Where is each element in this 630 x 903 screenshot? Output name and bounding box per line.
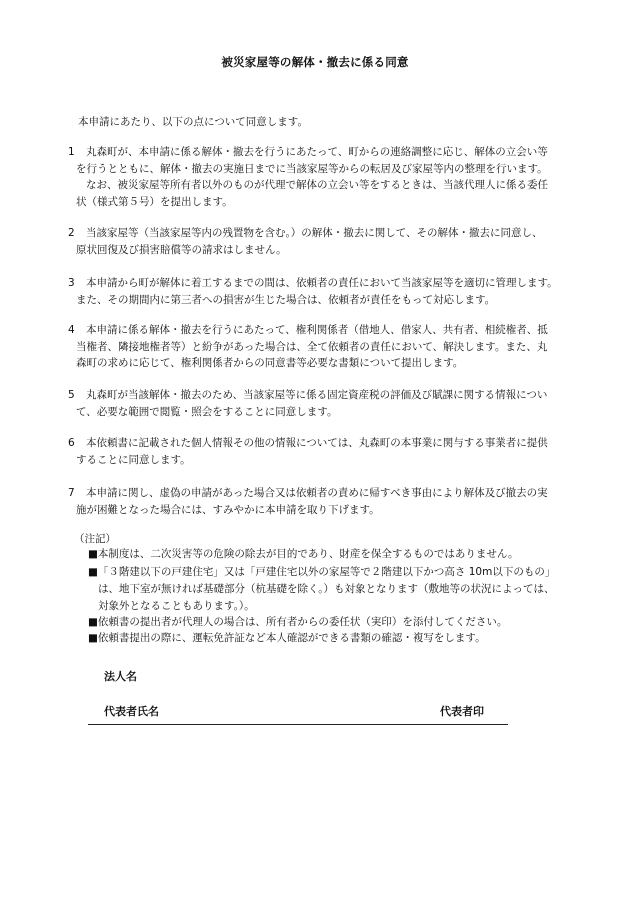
item-line: 本申請に係る解体・撤去を行うにあたって、権利関係者（借地人、借家人、共有者、相続権者、抵 <box>86 324 548 336</box>
item-number: 3 <box>68 277 75 289</box>
representative-name-label: 代表者氏名 <box>104 705 159 718</box>
item-line: 丸森町が当該解体・撤去のため、当該家屋等に係る固定資産税の評価及び賦課に関する情報につい <box>86 389 548 401</box>
consent-item-3 <box>68 275 590 308</box>
item-line: なお、被災家屋等所有者以外のものが代理で解体の立会い等をするときは、当該代理人に係る委任 <box>86 179 548 191</box>
representative-seal-label: 代表者印 <box>440 705 484 718</box>
corporation-name-label: 法人名 <box>104 670 137 683</box>
notes-heading: （注記） <box>74 533 116 545</box>
consent-item-2 <box>68 225 590 258</box>
item-line: 当該家屋等（当該家屋等内の残置物を含む。）の解体・撤去に関して、その解体・撤去に同意し、 <box>86 227 543 239</box>
note-3 <box>88 614 507 631</box>
item-number: 5 <box>68 389 75 401</box>
consent-item-5 <box>68 387 590 420</box>
consent-item-1 <box>68 144 590 210</box>
item-number: 6 <box>68 437 75 449</box>
item-line: 本申請から町が解体に着工するまでの間は、依頼者の責任において当該家屋等を適切に管理します。 <box>86 277 558 289</box>
note-line: ■本制度は、二次災害等の危険の除去が目的であり、財産を保全するものではありません。 <box>88 548 519 560</box>
consent-item-4 <box>68 322 590 372</box>
item-line: 本依頼書に記載された個人情報その他の情報については、丸森町の本事業に関与する事業者に提供 <box>86 437 548 449</box>
document-title: 被災家屋等の解体・撤去に係る同意 <box>221 55 409 69</box>
item-number: 1 <box>68 146 75 158</box>
item-line: また、その期間内に第三者への損害が生じた場合は、依頼者が責任をもって対応します。 <box>76 293 496 306</box>
item-line: て、必要な範囲で閲覧・照会をすることに同意します。 <box>76 405 338 418</box>
item-line: 丸森町が、本申請に係る解体・撤去を行うにあたって、町からの連絡調整に応じ、解体の立会い等 <box>86 146 548 158</box>
item-line: 施が困難となった場合には、すみやかに本申請を取り下げます。 <box>76 503 380 516</box>
item-line: 当権者、隣接地権者等）と紛争があった場合は、全て依頼者の責任において、解決します。また、丸 <box>76 340 548 353</box>
note-1 <box>88 546 519 563</box>
item-line: を行うとともに、解体・撤去の実施日までに当該家屋等からの転居及び家屋等内の整理を行います。 <box>76 162 548 175</box>
item-line: 森町の求めに応じて、権利関係者からの同意書等必要な書類について提出します。 <box>76 357 464 369</box>
item-line: 原状回復及び損害賠償等の請求はしません。 <box>76 243 287 256</box>
item-number: 7 <box>68 487 75 499</box>
item-number: 4 <box>68 324 75 336</box>
consent-item-6 <box>68 435 590 468</box>
signature-line <box>88 724 508 725</box>
item-line: 本申請に関し、虚偽の申請があった場合又は依頼者の責めに帰すべき事由により解体及び撤去の実 <box>86 487 548 499</box>
intro-text: 本申請にあたり、以下の点について同意します。 <box>78 116 308 128</box>
item-line: 状（様式第５号）を提出します。 <box>76 195 233 208</box>
note-2 <box>88 564 555 615</box>
note-line: 対象外となることもあります。）。 <box>98 600 255 612</box>
note-line: ■依頼書の提出者が代理人の場合は、所有者からの委任状（実印）を添付してください。 <box>88 616 508 628</box>
note-line: は、地下室が無ければ基礎部分（杭基礎を除く。）も対象となります（敷地等の状況によっては、 <box>98 583 555 595</box>
note-4 <box>88 630 486 647</box>
consent-item-7 <box>68 485 590 518</box>
item-number: 2 <box>68 227 75 239</box>
item-line: することに同意します。 <box>76 453 191 466</box>
note-line: ■「３階建以下の戸建住宅」又は「戸建住宅以外の家屋等で２階建以下かつ高さ 10m以下のもの」 <box>88 566 556 578</box>
note-line: ■依頼書提出の際に、運転免許証など本人確認ができる書類の確認・複写をします。 <box>88 632 486 644</box>
